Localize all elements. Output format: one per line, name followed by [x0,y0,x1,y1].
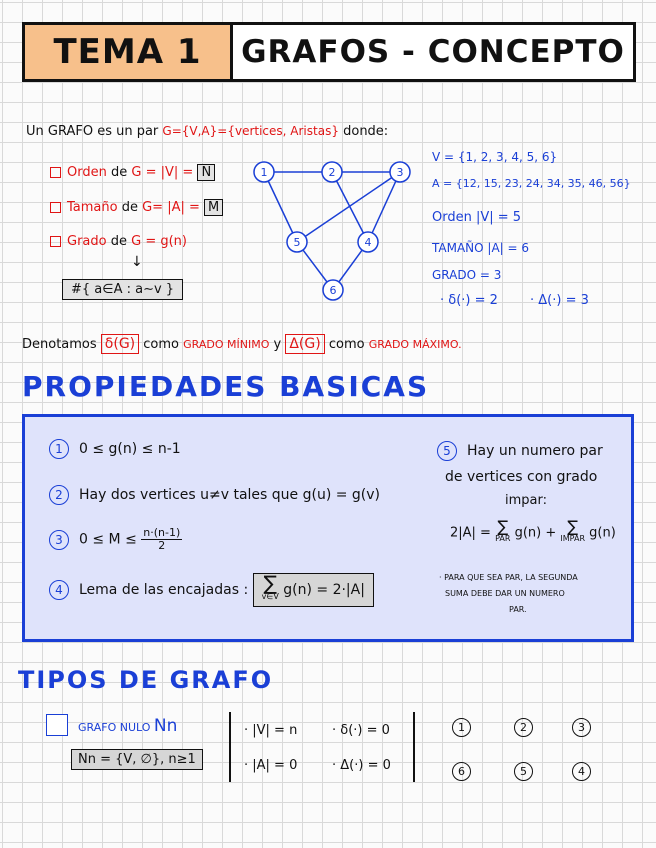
formula-left: 2|A| = [450,525,491,541]
property-5-line3: impar: [505,493,547,508]
sum-symbol: ∑ [567,517,579,536]
sum-index: PAR [495,534,511,543]
node-6-label: 6 [329,284,337,297]
property-5 [437,441,603,461]
null-max-degree: · Δ(·) = 0 [332,758,391,773]
number-badge: 1 [49,439,69,459]
item-label: Orden [67,165,107,180]
null-min-degree: · δ(·) = 0 [332,723,390,738]
node-1-label: 1 [260,166,268,179]
null-order: · |V| = n [244,723,298,738]
item-tamano [50,199,223,216]
checkbox-icon [50,167,61,178]
property-5-note: SUMA DEBE DAR UN NUMERO [445,589,565,598]
property-text: Hay un numero par [467,443,603,459]
example-max-degree: · Δ(·) = 3 [530,293,589,308]
node-4-label: 4 [364,236,372,249]
divider [229,712,231,782]
node-5-label: 5 [293,236,301,249]
page-title: GRAFOS - CONCEPTO [241,34,625,70]
notation-text: Denotamos [22,337,97,352]
example-min-degree: · δ(·) = 2 [440,293,498,308]
item-label: Tamaño [67,200,118,215]
property-1 [49,439,181,459]
null-node-4: 4 [572,762,591,781]
formula-term: g(n) [589,525,616,541]
section-title-tipos: TIPOS DE GRAFO [18,666,274,694]
node-3-label: 3 [396,166,404,179]
handshake-formula-box [253,573,374,607]
sum-index: IMPAR [560,534,585,543]
notation-text: como [328,337,365,352]
sum-symbol: ∑ [497,517,509,536]
down-arrow-icon: ↓ [131,254,143,270]
edge-2-4 [332,172,368,242]
example-graph [250,158,420,306]
null-graph-symbol: Nn [153,716,178,736]
degree-set-box: #{ a∈A : a∼v } [62,279,183,300]
property-3 [49,527,182,552]
null-node-6: 6 [452,762,471,781]
edge-1-5 [264,172,297,242]
checkbox-icon [46,714,68,736]
notation-text: y [273,337,282,352]
number-badge: 4 [49,580,69,600]
edge-set: A = {12, 15, 23, 24, 34, 35, 46, 56} [432,177,631,190]
graph-definition: G={V,A}={vertices, Aristas} [162,124,339,138]
property-5-note: · PARA QUE SEA PAR, LA SEGUNDA [439,573,578,582]
item-box: M [204,199,223,216]
property-text: Lema de las encajadas : [79,582,249,598]
item-mid: de [110,165,128,180]
null-node-2: 2 [514,718,533,737]
max-degree-text: GRADO MÁXIMO. [368,338,462,351]
item-expr: G = g(n) [131,234,187,249]
property-5-note: PAR. [509,605,527,614]
property-5-formula [450,517,616,545]
property-2 [49,485,380,505]
null-node-1: 1 [452,718,471,737]
intro-prefix: Un GRAFO es un par [26,124,159,139]
null-size: · |A| = 0 [244,758,298,773]
item-mid: de [110,234,127,249]
number-badge: 3 [49,530,69,550]
min-degree-text: GRADO MÍNIMO [183,338,270,351]
null-graph-label [78,716,177,736]
fraction-numerator: n·(n-1) [143,526,181,539]
formula-term: g(n) + [514,525,557,541]
null-node-5: 5 [514,762,533,781]
topic-number: TEMA 1 [25,25,233,79]
checkbox-icon [50,236,61,247]
item-expr: G= |A| = [142,200,200,215]
property-text: 0 ≤ M ≤ [79,531,137,548]
item-mid: de [121,200,138,215]
item-orden [50,164,215,181]
divider [413,712,415,782]
property-text: Hay dos vertices u≠v tales que g(u) = g(v) [79,487,381,503]
property-text: 0 ≤ g(n) ≤ n-1 [79,441,181,457]
max-degree-symbol: Δ(G) [285,334,324,354]
null-node-3: 3 [572,718,591,737]
item-box: N [197,164,215,181]
title-banner [22,22,636,82]
number-badge: 2 [49,485,69,505]
null-graph-definition: Nn = {V, ∅}, n≥1 [71,749,203,770]
min-degree-symbol: δ(G) [101,334,139,354]
intro-line [26,124,388,139]
item-label: Grado [67,234,107,249]
node-2-label: 2 [328,166,336,179]
notation-text: como [143,337,179,352]
fraction [141,527,182,552]
example-orden: Orden |V| = 5 [432,210,522,225]
vertex-set: V = {1, 2, 3, 4, 5, 6} [432,150,558,164]
section-title-propiedades: PROPIEDADES BASICAS [22,370,430,403]
formula-expr: g(n) = 2·|A| [283,582,365,598]
null-graph-text: GRAFO NULO [78,721,151,734]
properties-box [22,414,634,642]
property-4 [49,573,374,607]
item-grado [50,234,187,249]
number-badge: 5 [437,441,457,461]
example-tamano: TAMAÑO |A| = 6 [432,241,530,255]
property-5-line2: de vertices con grado [445,469,598,485]
sum-index: v∈V [261,592,279,601]
example-grado: GRADO = 3 [432,268,502,282]
sum-symbol: ∑ [263,571,277,595]
checkbox-icon [50,202,61,213]
fraction-denominator: 2 [158,539,166,552]
item-expr: G = |V| = [131,165,194,180]
notation-line [22,334,462,354]
intro-suffix: donde: [343,124,389,139]
